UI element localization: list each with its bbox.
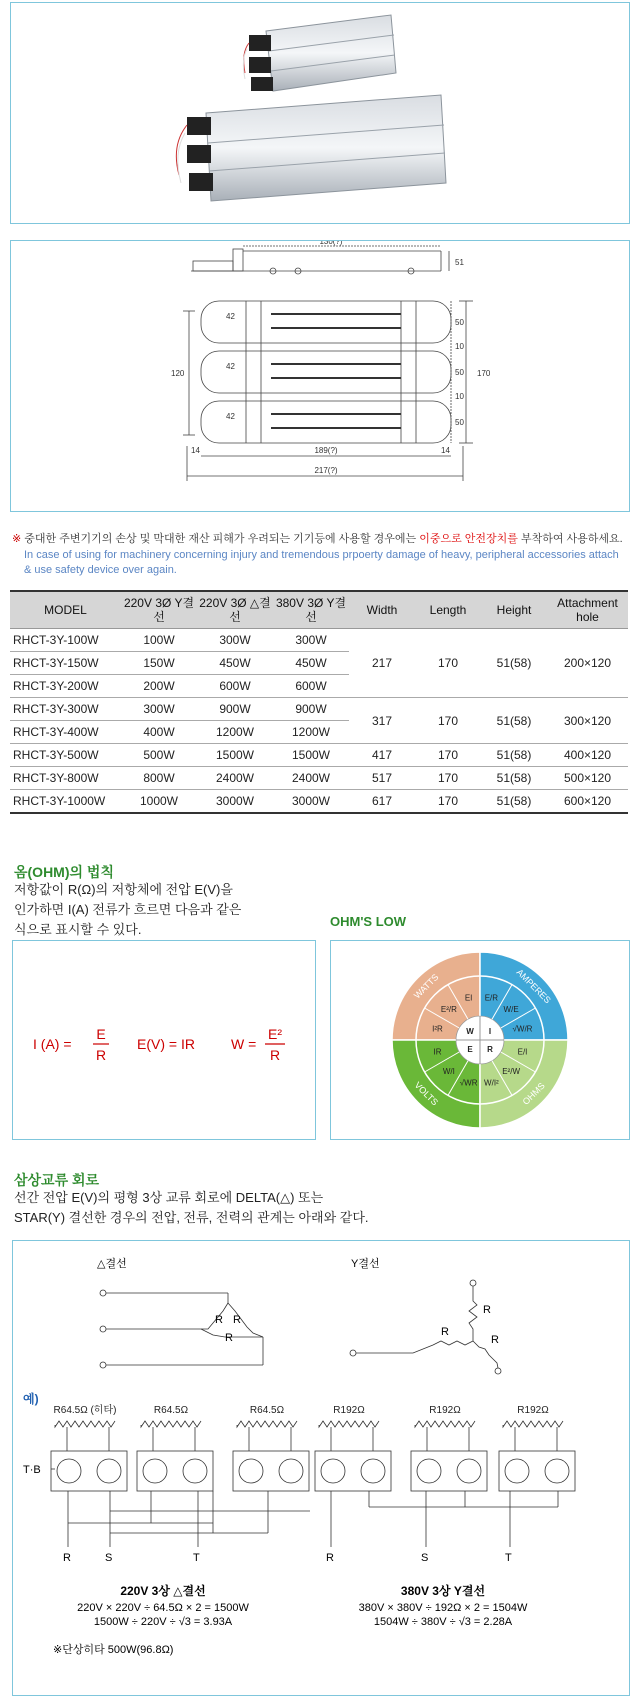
wheel-amperes-item-1: W/E (503, 1004, 519, 1014)
three-phase-text: 선간 전압 E(V)의 평형 3상 교류 회로에 DELTA(△) 또는 STAR(Y) 결선한 경우의 전압, 전류, 전력의 관계는 아래와 같다. (14, 1190, 369, 1225)
th-220-delta: 220V 3Ø △결선 (197, 591, 273, 629)
warning-english: In case of using for machinery concerning injury and tremendous prpoerty damage of heavy, peripheral accessories attach & use safety device over again. (24, 549, 619, 576)
ohm-formulas (13, 941, 315, 1139)
left-calc-1: 220V × 220V ÷ 64.5Ω × 2 = 1500W (77, 1602, 249, 1614)
dim-170: 170 (477, 369, 491, 378)
table-row: RHCT-3Y-150W 150W 450W 450W (10, 652, 628, 675)
formula-w-den: R (269, 1047, 281, 1063)
dim-top-width: 130(?) (319, 241, 343, 246)
ohm-wheel-box (330, 940, 630, 1140)
delta-r2: R (233, 1314, 241, 1326)
heater-left-1-terminal (183, 1459, 207, 1483)
heater-left-0-terminal (97, 1459, 121, 1483)
heater-left-0-coil (55, 1421, 115, 1427)
table-row: RHCT-3Y-800W 800W 2400W 2400W 517 170 51(58) 500×120 (10, 767, 628, 790)
right-calc-2: 1504W ÷ 380V ÷ √3 = 2.28A (373, 1616, 513, 1628)
table-row: RHCT-3Y-200W 200W 600W 600W (10, 675, 628, 698)
heater-right-0-terminal (321, 1459, 345, 1483)
phase-left-r: R (63, 1552, 71, 1564)
delta-r3: R (225, 1332, 233, 1344)
dim-10-a: 10 (455, 342, 464, 351)
heater-right-0-label: R192Ω (333, 1405, 365, 1416)
phase-right-r: R (326, 1552, 334, 1564)
y-r3: R (491, 1334, 499, 1346)
dim-42-c: 42 (226, 412, 235, 421)
dim-10-b: 10 (455, 392, 464, 401)
heater-small-image (243, 15, 396, 91)
phase-right-t: T (505, 1552, 512, 1564)
phase-left-t: T (193, 1552, 200, 1564)
heater-right-2-terminal (545, 1459, 569, 1483)
wheel-watts-item-1: E²/R (440, 1004, 457, 1014)
wheel-volts-item-1: W/I (442, 1067, 455, 1077)
formula-w-num: E² (268, 1026, 282, 1042)
tb-label: T·B (23, 1464, 41, 1476)
delta-r1: R (215, 1314, 223, 1326)
dimension-drawing-frame (10, 240, 630, 512)
heater-right-1-terminal (457, 1459, 481, 1483)
y-r2: R (441, 1326, 449, 1338)
th-height: Height (481, 591, 547, 629)
warning-korean: ※ 중대한 주변기기의 손상 및 막대한 재산 피해가 우려되는 기기등에 사용할 경우에는 이중으로 안전장치를 부착하여 사용하세요. (12, 533, 623, 545)
th-length: Length (415, 591, 481, 629)
wheel-volts-item-0: √WR (459, 1078, 478, 1088)
wheel-volts-item-2: IR (433, 1047, 442, 1057)
dim-42-a: 42 (226, 312, 235, 321)
table-row: RHCT-3Y-400W 400W 1200W 1200W (10, 721, 628, 744)
th-220-y: 220V 3Ø Y결선 (121, 591, 197, 629)
heater-large-image (176, 95, 446, 201)
three-phase-box (12, 1240, 630, 1696)
product-photo-frame (10, 2, 630, 224)
y-circuit (350, 1280, 501, 1374)
heater-right-0-terminal (361, 1459, 385, 1483)
dim-120: 120 (171, 369, 185, 378)
formula-i-label: I (A) = (33, 1036, 72, 1052)
table-row: RHCT-3Y-300W 300W 900W 900W 317 170 51(58) 300×120 (10, 698, 628, 721)
product-photo (11, 3, 629, 223)
y-r1: R (483, 1304, 491, 1316)
wheel-outer-label-2: OHMS (520, 1080, 547, 1107)
ohm-title: 옴(OHM)의 법칙 (14, 864, 114, 880)
phase-left-s: S (105, 1552, 113, 1564)
heater-right-2-terminal (505, 1459, 529, 1483)
formula-i-den: R (95, 1047, 107, 1063)
ohm-formula-box (12, 940, 316, 1140)
wheel-center-i: I (488, 1027, 492, 1036)
dim-189: 189(?) (314, 446, 338, 455)
table-row: RHCT-3Y-100W 100W 300W 300W 217 170 51(58) 200×120 (10, 629, 628, 652)
heater-right-0-coil (319, 1421, 379, 1427)
formula-i-num: E (96, 1026, 106, 1042)
wheel-amperes-item-2: √W/R (512, 1024, 533, 1034)
heater-left-0-terminal (57, 1459, 81, 1483)
heater-right-2-coil (503, 1421, 563, 1427)
heater-right-1-label: R192Ω (429, 1405, 461, 1416)
wheel-center-w: W (466, 1027, 474, 1036)
right-title: 380V 3상 Y결선 (400, 1584, 486, 1598)
dim-50-b: 50 (455, 368, 464, 377)
ohm-wheel (331, 941, 629, 1139)
formula-e: E(V) = IR (137, 1036, 195, 1052)
wheel-outer-label-1: AMPERES (514, 967, 553, 1006)
ohms-low-label: OHM'S LOW (330, 914, 407, 929)
heater-right-1-coil (415, 1421, 475, 1427)
th-width: Width (349, 591, 415, 629)
wheel-outer-label-3: VOLTS (412, 1080, 440, 1108)
formula-w-label: W = (231, 1036, 257, 1052)
th-model: MODEL (10, 591, 121, 629)
right-calc-1: 380V × 380V ÷ 192Ω × 2 = 1504W (358, 1602, 528, 1614)
heater-left-2-label: R64.5Ω (249, 1405, 285, 1416)
heater-right-1-terminal (417, 1459, 441, 1483)
left-title: 220V 3상 △결선 (120, 1584, 206, 1598)
spec-table (10, 590, 628, 814)
three-phase-title: 삼상교류 회로 (14, 1172, 100, 1188)
three-phase-diagram (13, 1241, 629, 1695)
dim-217: 217(?) (314, 466, 338, 475)
wheel-ohms-item-1: E²/W (502, 1067, 521, 1077)
y-label: Y결선 (351, 1258, 380, 1270)
wheel-watts-item-0: I²R (432, 1024, 443, 1034)
heater-left-1-coil (141, 1421, 201, 1427)
th-hole: Attachment hole (547, 591, 628, 629)
left-calc-2: 1500W ÷ 220V ÷ √3 = 3.93A (93, 1616, 233, 1628)
single-phase-note: ※단상히타 500W(96.8Ω) (53, 1644, 174, 1656)
table-row: RHCT-3Y-500W 500W 1500W 1500W 417 170 51(58) 400×120 (10, 744, 628, 767)
dim-50-a: 50 (455, 318, 464, 327)
delta-circuit (100, 1290, 263, 1368)
wheel-center-e: E (467, 1045, 473, 1054)
delta-label: △결선 (97, 1258, 127, 1270)
dimension-drawing (11, 241, 629, 511)
ohm-text: 저항값이 R(Ω)의 저항체에 전압 E(V)을 인가하면 I(A) 전류가 흐르면 다음과 같은 식으로 표시할 수 있다. (14, 882, 242, 937)
wheel-center-r: R (487, 1045, 493, 1054)
th-380-y: 380V 3Ø Y결선 (273, 591, 349, 629)
heater-left-2-coil (237, 1421, 297, 1427)
dim-height-51: 51 (455, 258, 464, 267)
dim-14-left: 14 (191, 446, 200, 455)
heater-left-1-label: R64.5Ω (153, 1405, 189, 1416)
phase-right-s: S (421, 1552, 429, 1564)
heater-right-2-label: R192Ω (517, 1405, 549, 1416)
dim-50-c: 50 (455, 418, 464, 427)
dim-14-right: 14 (441, 446, 450, 455)
example-label: 예) (23, 1392, 39, 1406)
wheel-amperes-item-0: E/R (484, 993, 499, 1003)
heater-left-2-terminal (239, 1459, 263, 1483)
heater-left-2-terminal (279, 1459, 303, 1483)
table-row: RHCT-3Y-1000W 1000W 3000W 3000W 617 170 51(58) 600×120 (10, 790, 628, 814)
dim-42-b: 42 (226, 362, 235, 371)
wheel-outer-label-0: WATTS (411, 971, 441, 1001)
heater-left-0-label: R64.5Ω (히타) (53, 1405, 117, 1416)
wheel-ohms-item-0: E/I (517, 1047, 528, 1057)
heater-left-1-terminal (143, 1459, 167, 1483)
wheel-watts-item-2: EI (464, 993, 473, 1003)
wheel-ohms-item-2: W/I² (484, 1078, 499, 1088)
